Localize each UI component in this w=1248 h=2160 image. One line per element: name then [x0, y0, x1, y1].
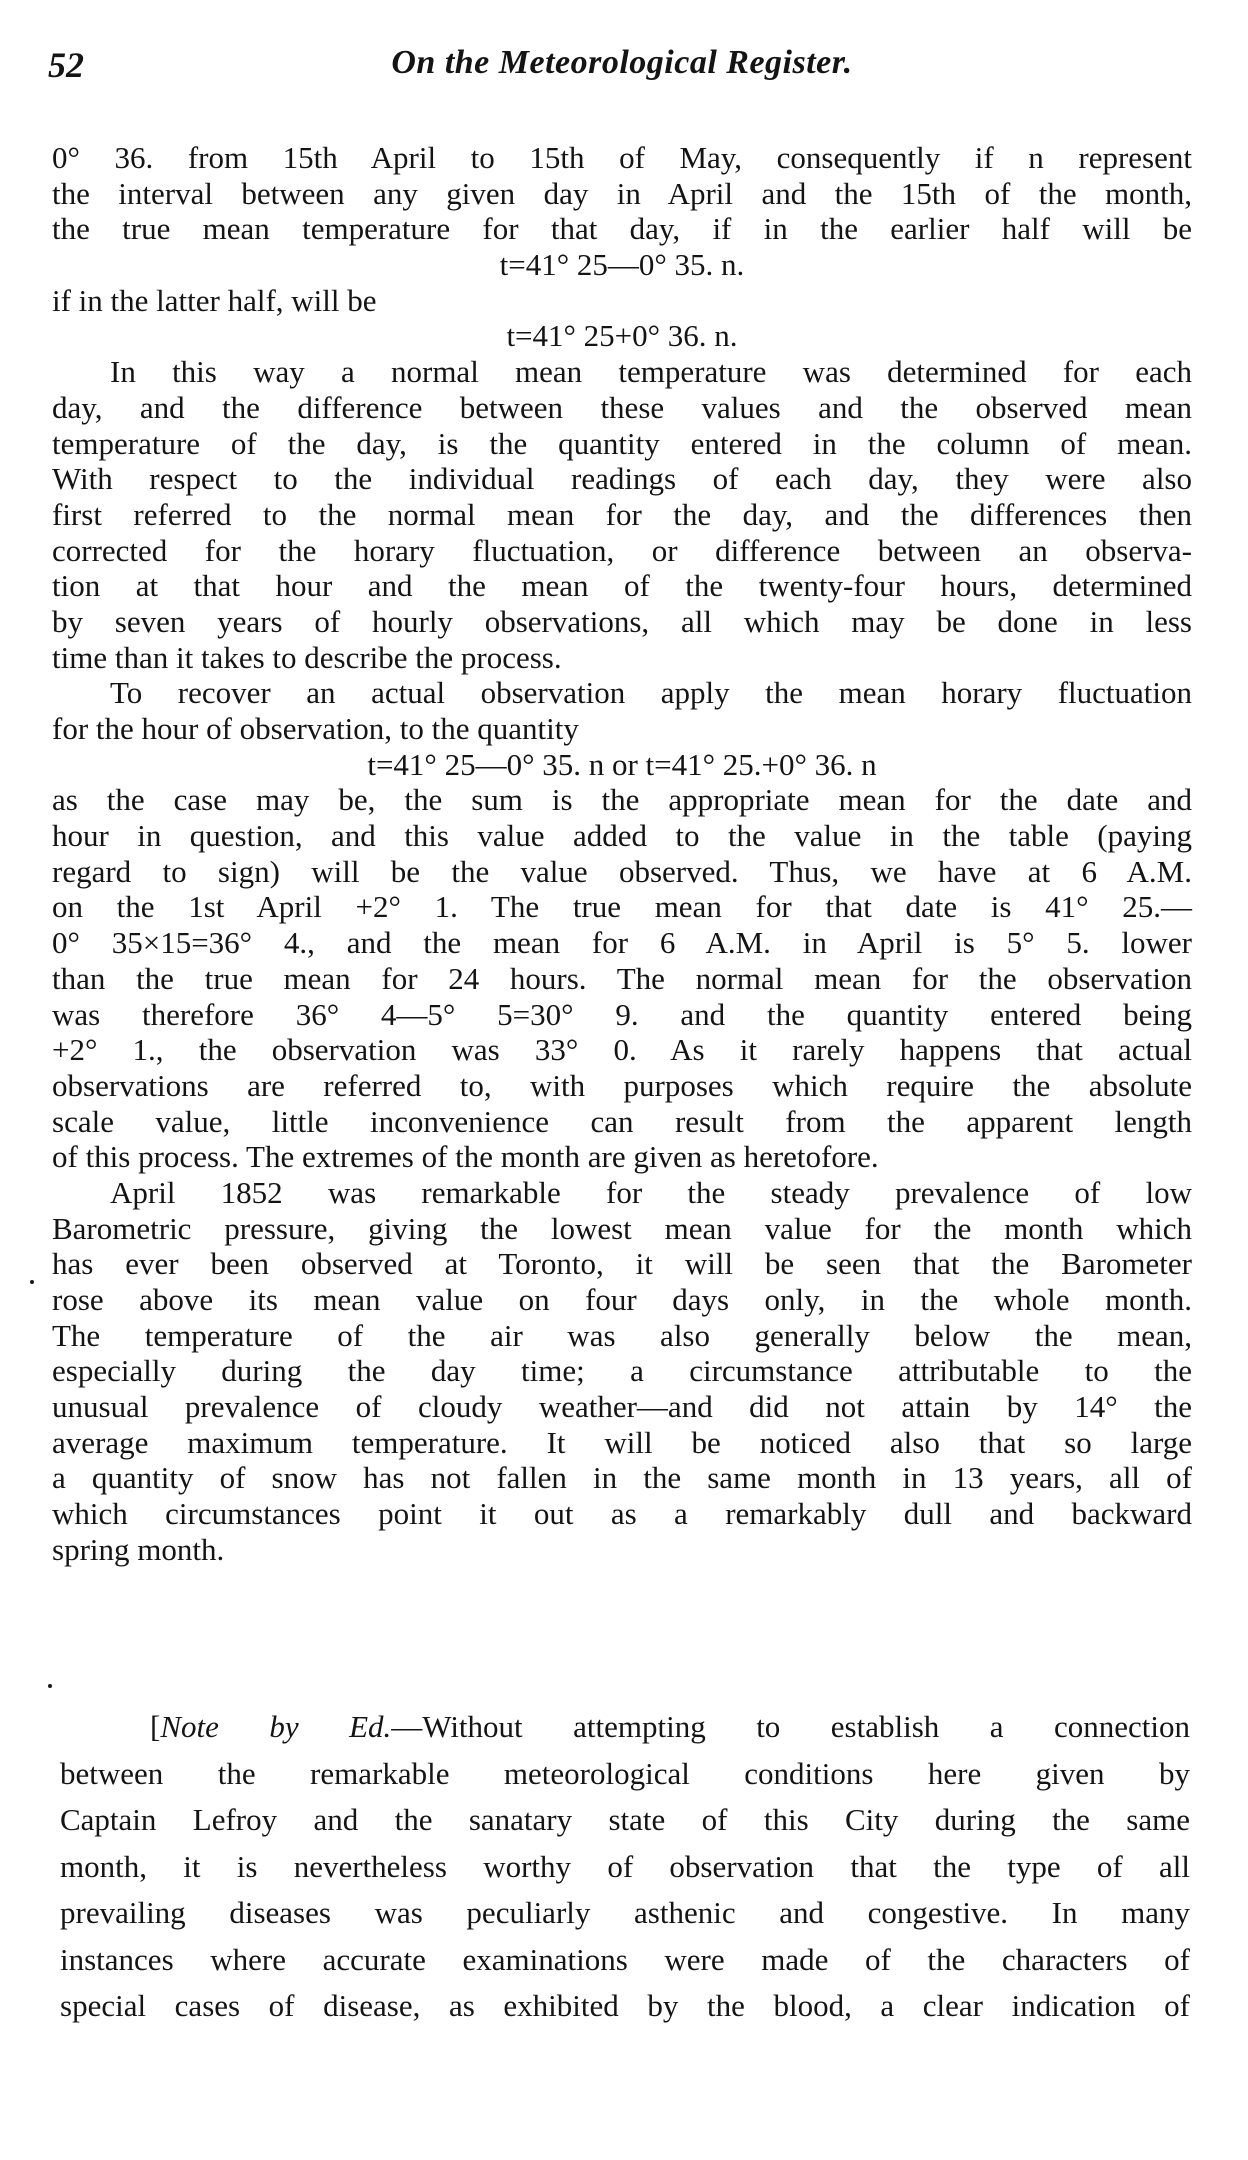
note-line: special cases of disease, as exhibited by the blood, a clear indication of: [60, 1988, 1190, 2023]
text-line: has ever been observed at Toronto, it will be seen that the Barometer: [52, 1246, 1192, 1282]
text-line: temperature of the day, is the quantity entered in the column of mean.: [52, 425, 1192, 461]
text-line: regard to sign) will be the value observed. Thus, we have at 6 A.M.: [52, 853, 1192, 889]
scan-speck: [30, 1280, 34, 1284]
equation-line: t=41° 25—0° 35. n.: [499, 247, 745, 283]
equation-line: t=41° 25+0° 36. n.: [506, 318, 738, 354]
text-line: spring month.: [52, 1531, 225, 1567]
text-line: the interval between any given day in April and the 15th of the month,: [52, 175, 1192, 211]
note-line: Captain Lefroy and the sanatary state of this City during the same: [60, 1802, 1190, 1837]
text-line: Barometric pressure, giving the lowest mean value for the month which: [52, 1210, 1192, 1246]
text-line: day, and the difference between these values and the observed mean: [52, 389, 1192, 425]
text-line: by seven years of hourly observations, all which may be done in less: [52, 603, 1192, 639]
text-line: than the true mean for 24 hours. The normal mean for the observation: [52, 960, 1192, 996]
text-line: observations are referred to, with purposes which require the absolute: [52, 1067, 1192, 1103]
note-line: month, it is nevertheless worthy of observation that the type of all: [60, 1848, 1190, 1884]
text-line: a quantity of snow has not fallen in the same month in 13 years, all of: [52, 1460, 1192, 1496]
scan-speck: [48, 1684, 52, 1688]
note-first-line: [60, 1704, 1190, 1751]
text-line: April 1852 was remarkable for the steady prevalence of low: [110, 1174, 1192, 1210]
text-line: was therefore 36° 4—5° 5=30° 9. and the quantity entered being: [52, 996, 1192, 1032]
note-open-bracket: [: [150, 1709, 161, 1744]
text-line: time than it takes to describe the process.: [52, 639, 562, 675]
text-line: on the 1st April +2° 1. The true mean for that date is 41° 25.—: [52, 889, 1192, 925]
page-header: [48, 40, 1196, 96]
text-line: the true mean temperature for that day, if in the earlier half will be: [52, 211, 1192, 247]
text-line: of this process. The extremes of the month are given as heretofore.: [52, 1139, 879, 1175]
editor-note: [60, 1704, 1190, 2030]
note-line: instances where accurate examinations were made of the characters of: [60, 1941, 1190, 1977]
text-line: first referred to the normal mean for the day, and the differences then: [52, 496, 1192, 532]
body-text: [52, 140, 1192, 1568]
note-line: between the remarkable meteorological conditions here given by: [60, 1755, 1190, 1791]
text-line: To recover an actual observation apply the mean horary fluctuation: [110, 675, 1192, 711]
running-title: On the Meteorological Register.: [391, 44, 853, 81]
text-line: In this way a normal mean temperature was determined for each: [110, 354, 1192, 390]
text-line: especially during the day time; a circumstance attributable to the: [52, 1353, 1192, 1389]
text-line: 0° 36. from 15th April to 15th of May, consequently if n represent: [52, 140, 1192, 175]
page-number: 52: [48, 45, 84, 85]
text-line: scale value, little inconvenience can result from the apparent length: [52, 1103, 1192, 1139]
text-line: if in the latter half, will be: [52, 282, 377, 318]
text-line: as the case may be, the sum is the appropriate mean for the date and: [52, 782, 1192, 818]
text-line: corrected for the horary fluctuation, or difference between an observa-: [52, 532, 1192, 568]
equation-line: t=41° 25—0° 35. n or t=41° 25.+0° 36. n: [367, 746, 877, 782]
text-line: hour in question, and this value added to the value in the table (paying: [52, 818, 1192, 854]
text-line: tion at that hour and the mean of the twenty-four hours, determined: [52, 568, 1192, 604]
text-line: for the hour of observation, to the quantity: [52, 711, 579, 746]
text-line: With respect to the individual readings of each day, they were also: [52, 461, 1192, 497]
text-line: which circumstances point it out as a remarkably dull and backward: [52, 1496, 1192, 1532]
text-line: unusual prevalence of cloudy weather—and did not attain by 14° the: [52, 1389, 1192, 1425]
text-line: The temperature of the air was also generally below the mean,: [52, 1317, 1192, 1353]
note-first-line-text: —Without attempting to establish a connection: [391, 1709, 1190, 1744]
note-tag: Note by Ed.: [160, 1709, 392, 1744]
text-line: 0° 35×15=36° 4., and the mean for 6 A.M. in April is 5° 5. lower: [52, 925, 1192, 961]
note-line: prevailing diseases was peculiarly asthenic and congestive. In many: [60, 1895, 1190, 1930]
text-line: +2° 1., the observation was 33° 0. As it rarely happens that actual: [52, 1032, 1192, 1068]
text-line: average maximum temperature. It will be noticed also that so large: [52, 1424, 1192, 1460]
text-line: rose above its mean value on four days only, in the whole month.: [52, 1282, 1192, 1317]
